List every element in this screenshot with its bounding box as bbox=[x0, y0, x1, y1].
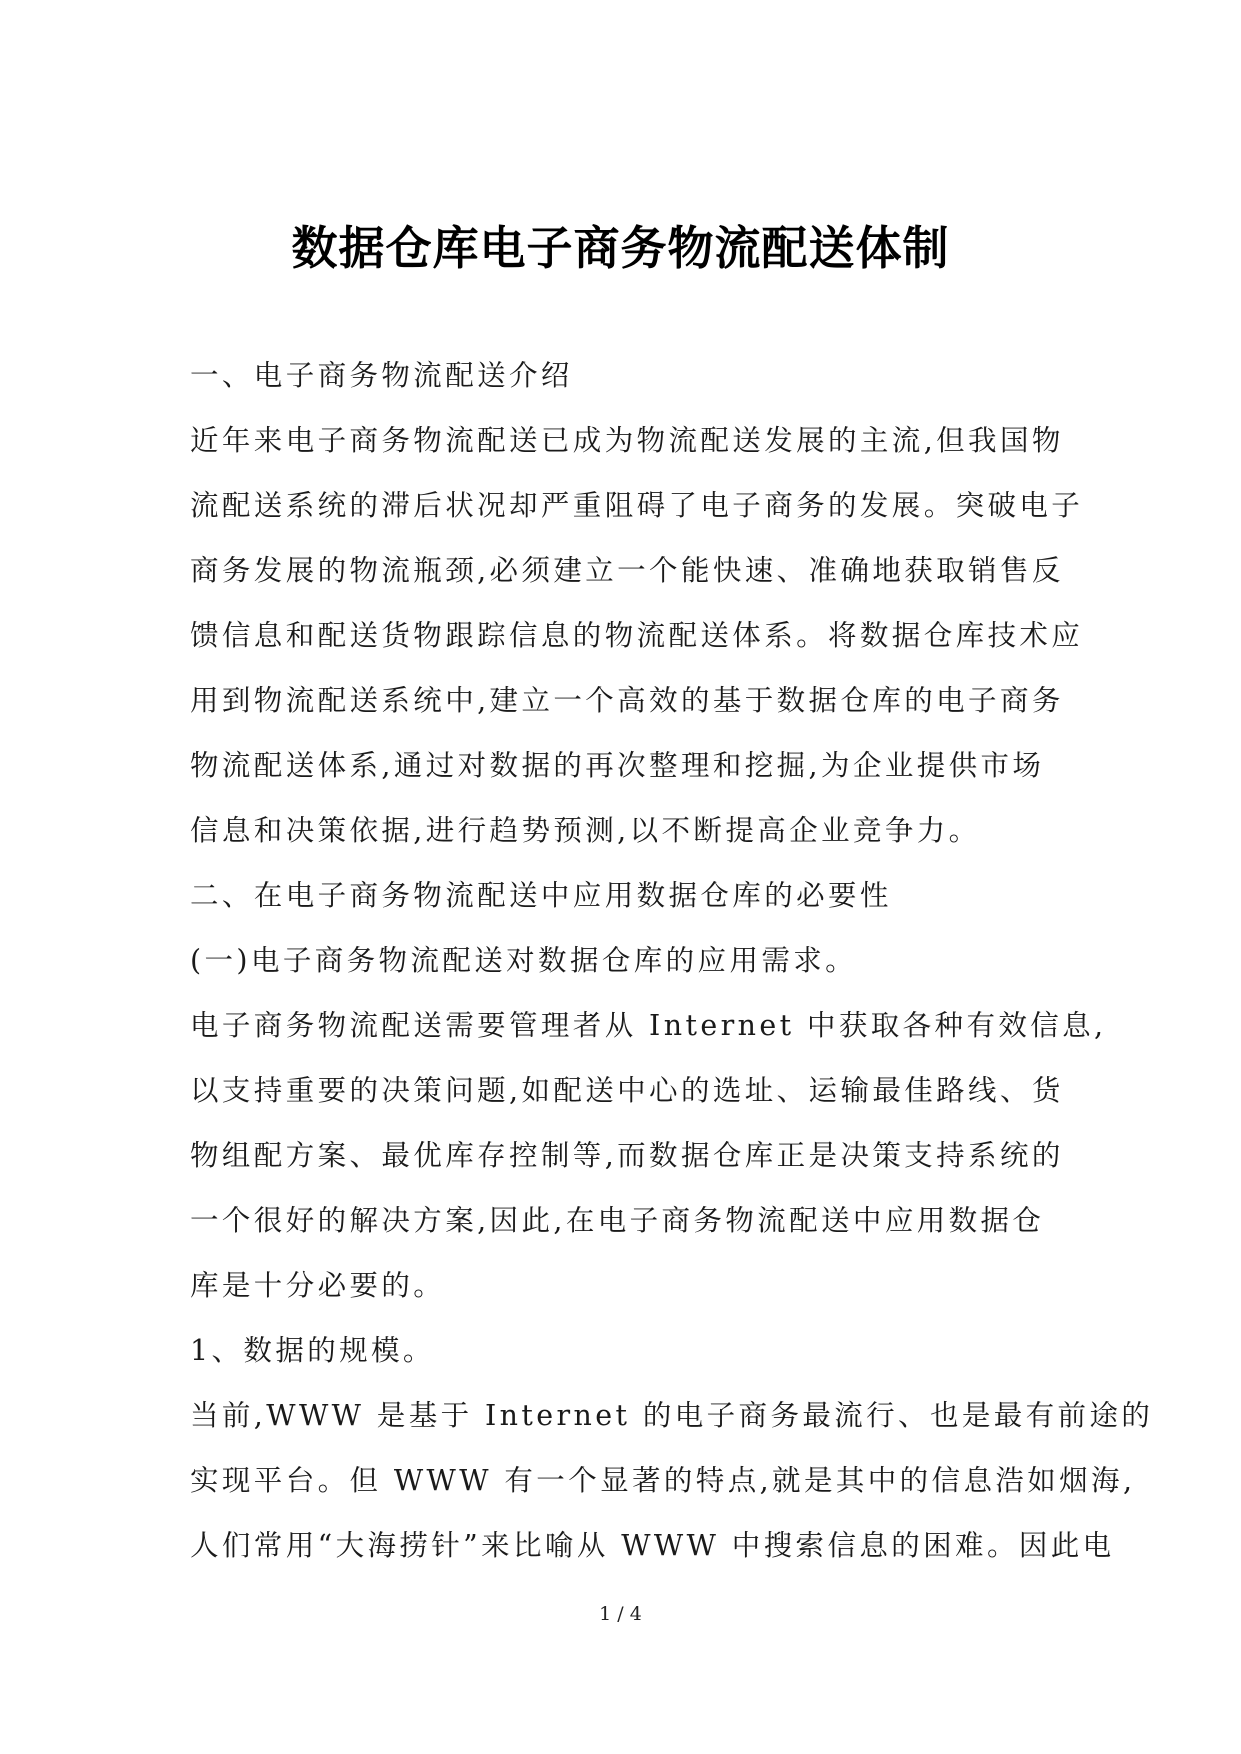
paragraph-line: 馈信息和配送货物跟踪信息的物流配送体系。将数据仓库技术应 bbox=[190, 619, 1084, 652]
paragraph-line: 物组配方案、最优库存控制等,而数据仓库正是决策支持系统的 bbox=[190, 1139, 1064, 1172]
paragraph-line: 近年来电子商务物流配送已成为物流配送发展的主流,但我国物 bbox=[190, 424, 1064, 457]
paragraph-line: 电子商务物流配送需要管理者从 Internet 中获取各种有效信息, bbox=[190, 1009, 1107, 1042]
paragraph-line: 以支持重要的决策问题,如配送中心的选址、运输最佳路线、货 bbox=[190, 1074, 1064, 1107]
section-heading-2: 二、在电子商务物流配送中应用数据仓库的必要性 bbox=[190, 879, 892, 912]
paragraph-line: 一个很好的解决方案,因此,在电子商务物流配送中应用数据仓 bbox=[190, 1204, 1045, 1237]
section-heading-1: 一、电子商务物流配送介绍 bbox=[190, 359, 573, 392]
paragraph-line: 信息和决策依据,进行趋势预测,以不断提高企业竞争力。 bbox=[190, 814, 981, 847]
document-body bbox=[190, 354, 1154, 1589]
paragraph-line: 用到物流配送系统中,建立一个高效的基于数据仓库的电子商务 bbox=[190, 684, 1064, 717]
document-title: 数据仓库电子商务物流配送体制 bbox=[291, 221, 950, 275]
paragraph-line: 实现平台。但 WWW 有一个显著的特点,就是其中的信息浩如烟海, bbox=[190, 1464, 1136, 1497]
paragraph-line: 物流配送体系,通过对数据的再次整理和挖掘,为企业提供市场 bbox=[190, 749, 1045, 782]
paragraph-line: 人们常用“大海捞针”来比喻从 WWW 中搜索信息的困难。因此电 bbox=[190, 1529, 1115, 1562]
page-number: 1 / 4 bbox=[599, 1603, 642, 1625]
numbered-heading: 1、数据的规模。 bbox=[190, 1334, 435, 1367]
paragraph-line: 当前,WWW 是基于 Internet 的电子商务最流行、也是最有前途的 bbox=[190, 1399, 1154, 1432]
paragraph-line: 流配送系统的滞后状况却严重阻碍了电子商务的发展。突破电子 bbox=[190, 489, 1084, 522]
paragraph-line: 商务发展的物流瓶颈,必须建立一个能快速、准确地获取销售反 bbox=[190, 554, 1064, 587]
paragraph-line: 库是十分必要的。 bbox=[190, 1269, 446, 1302]
subsection-heading: (一)电子商务物流配送对数据仓库的应用需求。 bbox=[190, 944, 858, 977]
